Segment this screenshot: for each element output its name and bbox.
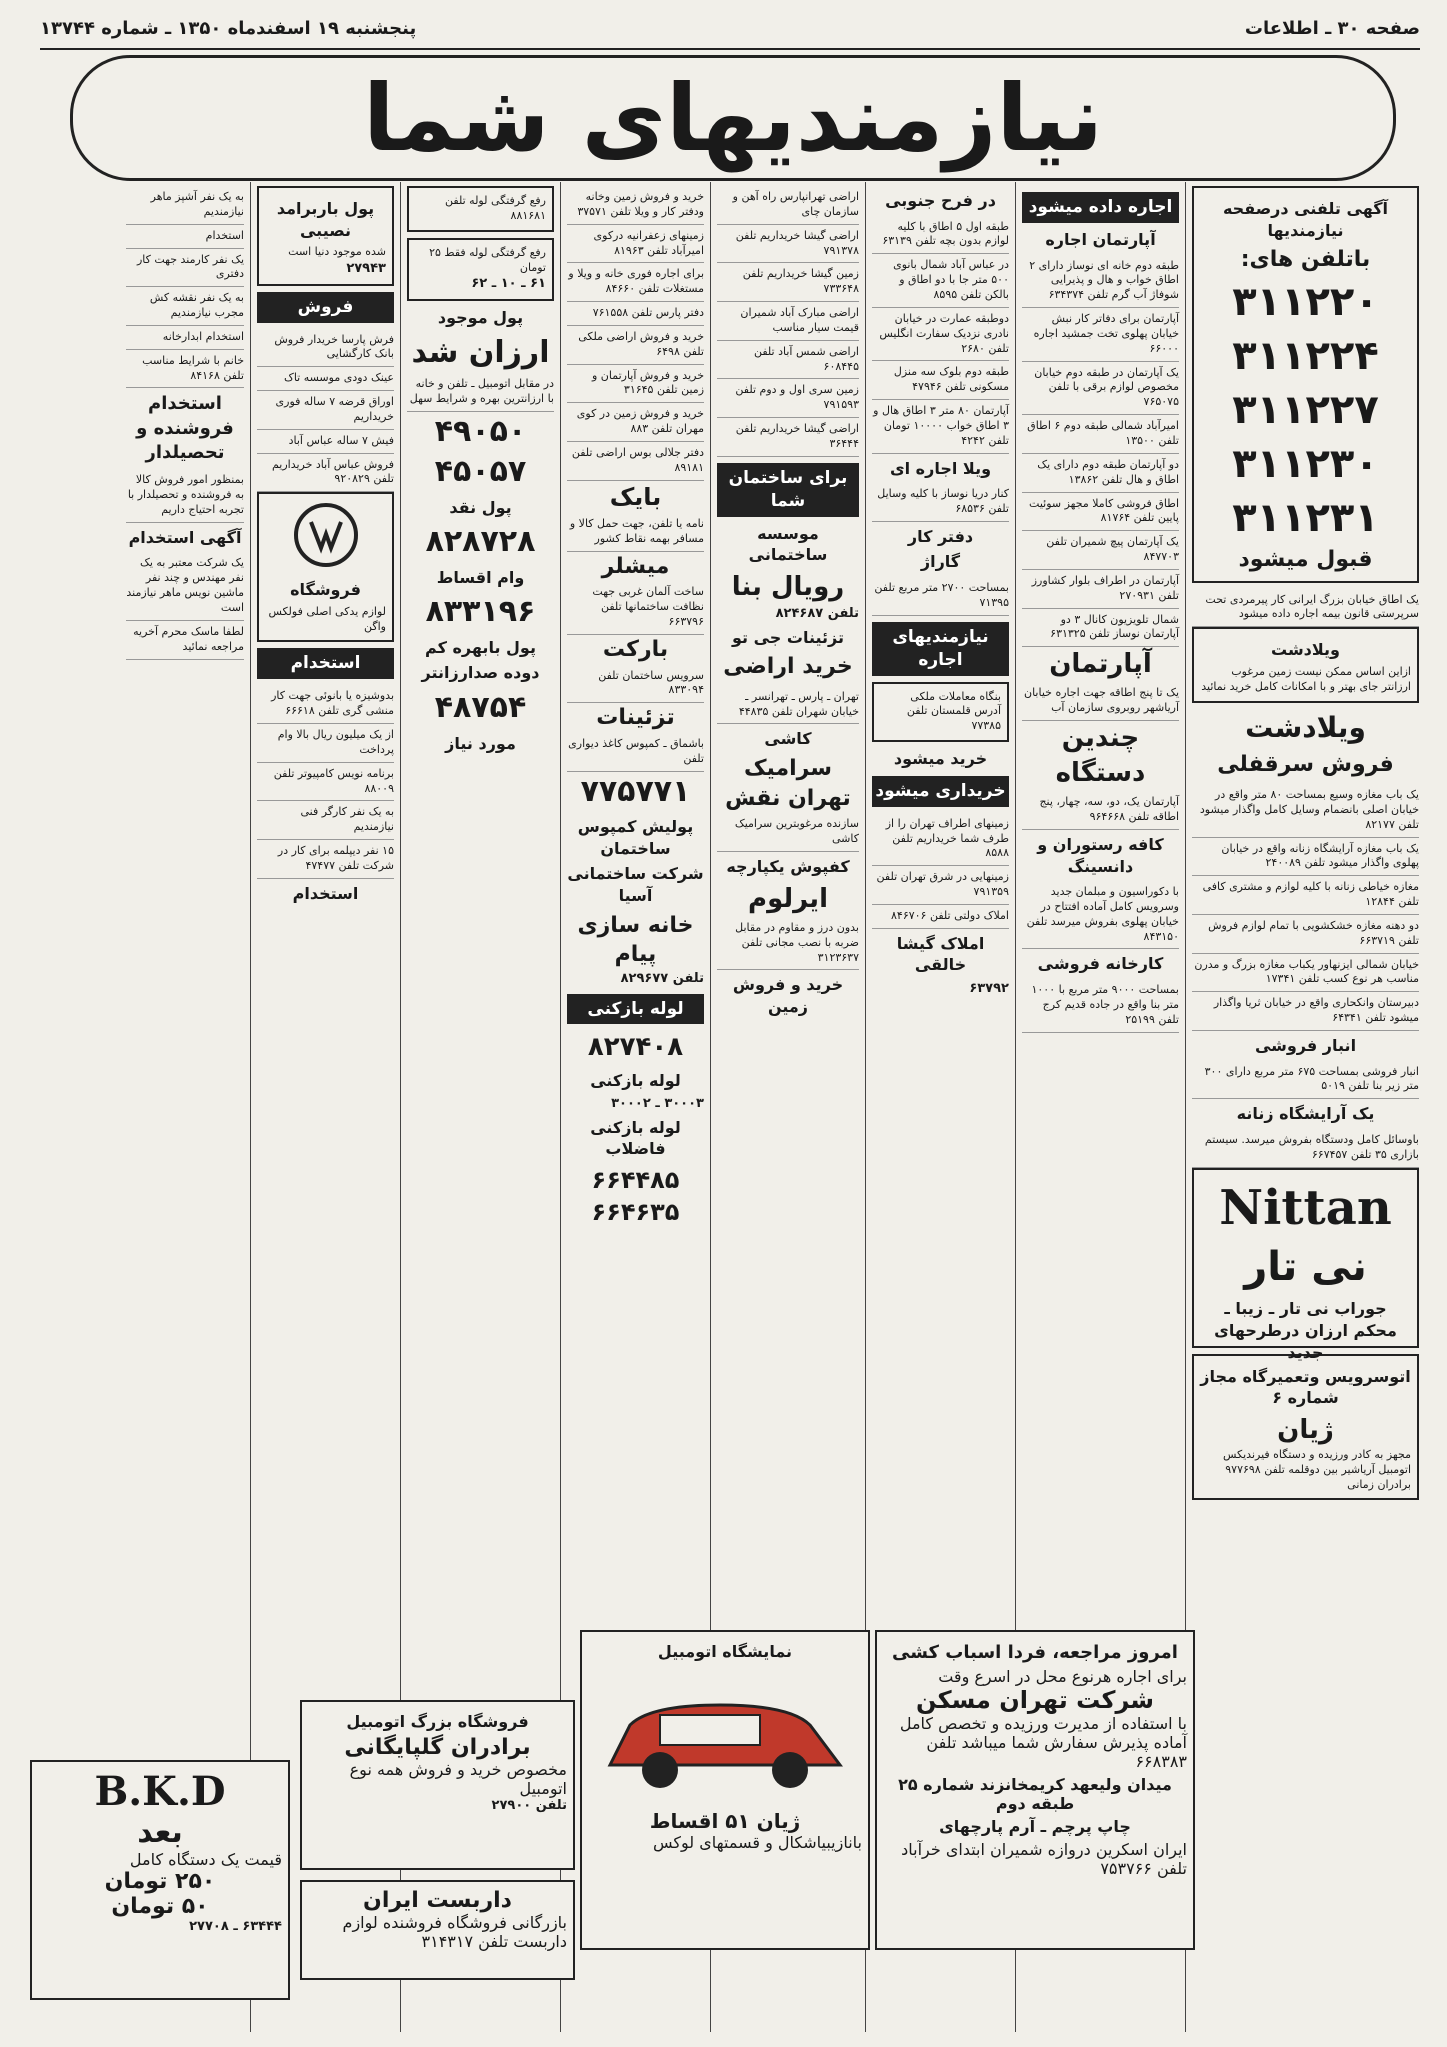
phone-number: ۳۱۱۲۳۰ <box>1232 440 1379 487</box>
stamp-ad <box>872 682 1009 743</box>
factory-text: بمساحت ۹۰۰۰ متر مربع با ۱۰۰۰ متر بنا واقع در جاده قدیم کرج تلفن ۲۵۱۹۹ <box>1022 979 1179 1033</box>
villa-ad <box>1192 627 1419 702</box>
pipe-phone: ۸۲۷۴۰۸ <box>587 1032 684 1063</box>
ad-box <box>257 186 394 286</box>
gulf-ad <box>300 1700 575 1870</box>
list-item: شمال تلویزیون کانال ۳ دو آپارتمان نوساز تلفن ۶۳۱۳۲۵ <box>1022 609 1179 648</box>
decor-text: باشماق ـ کمپوس کاغذ دیواری تلفن <box>567 733 704 772</box>
company-name: شرکت تهران مسکن <box>916 1686 1154 1714</box>
list-item: یک آپارتمان در طبقه دوم خیابان مخصوص لوازم برقی با تلفن ۷۶۵۰۷۵ <box>1022 362 1179 416</box>
big-phone: ۴۸۷۵۴ <box>434 690 527 726</box>
today-text: برای اجاره هرنوع محل در اسرع وقت <box>938 1667 1187 1686</box>
villa-title: ویلا اجاره ای <box>889 458 992 478</box>
list-item: زمین سری اول و دوم تلفن ۷۹۱۵۹۳ <box>717 379 859 418</box>
car-text: بانازیبیاشکال و قسمتهای لوکس <box>652 1833 862 1852</box>
villa-sign: ویلادشت <box>1271 640 1340 660</box>
list-item: طبقه دوم بلوک سه منزل مسکونی تلفن ۴۷۹۴۶ <box>872 361 1009 400</box>
sell-section: فروش <box>257 292 394 323</box>
build-name: رویال بنا <box>731 571 845 602</box>
today-move-ad <box>875 1630 1195 1950</box>
car-dealer-title: نمایشگاه اتومبیل <box>657 1642 793 1661</box>
classifieds-banner <box>70 55 1396 181</box>
land-sale-title: خرید و فروش زمین <box>732 975 844 1016</box>
car-dealer-ad <box>580 1630 870 1950</box>
list-item: زمینهای اطراف تهران را از طرف شما خریداریم تلفن ۸۵۸۸ <box>872 813 1009 867</box>
list-item: اراضی گیشا خریداریم تلفن ۳۶۴۴۴ <box>717 418 859 457</box>
nittan-fa: نی تار <box>1244 1244 1367 1291</box>
vw-ad <box>257 492 394 642</box>
list-item: خرید و فروش زمین در کوی مهران تلفن ۸۸۳ <box>567 403 704 442</box>
ceramic-label: کاشی <box>764 729 812 749</box>
some-text: آپارتمان یک، دو، سه، چهار، پنج اطاقه تلفن ۹۶۴۶۶۸ <box>1022 791 1179 830</box>
gulf-text: مخصوص خرید و فروش همه نوع اتومبیل <box>349 1760 567 1798</box>
list-item: عینک دودی موسسه تاک <box>257 367 394 391</box>
box-text: رفع گرفتگی لوله فقط ۲۵ تومان <box>429 245 546 274</box>
hire-title: استخدام فروشنده و تحصیلدار <box>136 393 234 464</box>
today-title: امروز مراجعه، فردا اسباب کشی <box>892 1642 1178 1663</box>
phone-number: ۳۱۱۲۲۰ <box>1232 278 1379 325</box>
list-item: دوطبقه عمارت در خیابان نادری نزدیک سفارت انگلیس تلفن ۲۶۸۰ <box>872 308 1009 362</box>
list-item: اراضی شمس آباد تلفن ۶۰۸۴۴۵ <box>717 341 859 380</box>
list-item: فروش عباس آباد خریداریم تلفن ۹۲۰۸۲۹ <box>257 454 394 493</box>
phone-number: ۳۱۱۲۲۴ <box>1232 332 1379 379</box>
bkd-ad <box>30 1760 290 2000</box>
baike-text: نامه یا تلفن، جهت حمل کالا و مسافر بهمه نقاط کشور <box>567 513 704 552</box>
big-title: دوده صدارزانتر <box>421 663 540 683</box>
pipe3-title: لوله بازکنی فاضلاب <box>590 1117 681 1159</box>
gulf-title: فروشگاه بزرگ اتومبیل <box>346 1712 529 1731</box>
some-title: چندین دستگاه <box>1055 723 1146 789</box>
nittan-logo: Nittan <box>1219 1179 1392 1236</box>
list-item: دفتر پارس تلفن ۷۶۱۵۵۸ <box>567 302 704 326</box>
store-title: انبار فروشی <box>1254 1035 1357 1055</box>
south-title: در فرح جنوبی <box>885 191 996 210</box>
darbast-text: بازرگانی فروشگاه فروشنده لوازم داربست تلفن ۳۱۴۳۱۷ <box>342 1913 567 1951</box>
vw-text: لوازم یدکی اصلی فولکس واگن <box>268 604 386 633</box>
page-header <box>40 8 1420 50</box>
build-section: برای ساختمان شما <box>717 463 859 517</box>
hire2-text: یک شرکت معتبر به یک نفر مهندس و چند نفر ماشین نویس ماهر نیازمند است <box>126 552 244 620</box>
loan-title: پول موجود <box>437 307 524 327</box>
pipe4-phone: ۶۶۴۶۳۵ <box>591 1198 680 1227</box>
ad-text: یک اطاق خیابان بزرگ ایرانی کار پیرمردی تحت سرپرستی قانون بیمه اجاره داده میشود <box>1192 589 1419 628</box>
list-item: برای اجاره فوری خانه و ویلا و مستغلات تلفن ۸۴۶۶۰ <box>567 263 704 302</box>
ceramic-name: سرامیک تهران نقش <box>725 756 851 811</box>
cheap-text: در مقابل اتومبیل ـ تلفن و خانه با ارزانترین بهره و شرایط سهل <box>407 373 554 412</box>
cheap-phone: ۴۹۰۵۰ <box>434 413 527 449</box>
sale-title: فروش سرقفلی <box>1217 752 1394 778</box>
phones-label: باتلفن های: <box>1240 247 1371 273</box>
list-item: بدوشیزه یا بانوئی جهت کار منشی گری تلفن ۶۶۶۱۸ <box>257 685 394 724</box>
issue-date: پنجشنبه ۱۹ اسفندماه ۱۳۵۰ ـ شماره ۱۳۷۴۴ <box>40 17 417 39</box>
list-item: طبقه اول ۵ اطاق با کلیه لوازم بدون بچه تلفن ۶۳۱۳۹ <box>872 216 1009 255</box>
phone-ad-title: آگهی تلفنی درصفحه نیازمندیها <box>1222 199 1389 240</box>
list-item: به یک نفر کارگر فنی نیازمندیم <box>257 801 394 840</box>
pipe2-title: لوله بازکنی <box>590 1070 681 1090</box>
asia-title: شرکت ساختمانی آسیا <box>567 864 704 905</box>
airlum-text: بدون درز و مقاوم در مقابل ضربه با نصب مجانی تلفن ۳۱۲۳۶۳۷ <box>717 917 859 971</box>
list-item: اوراق قرضه ۷ ساله فوری خریداریم <box>257 391 394 430</box>
ad-box <box>407 186 554 232</box>
cash-title: پول نقد <box>449 497 512 517</box>
list-item: به یک نفر نقشه کش مجرب نیازمندیم <box>126 287 244 326</box>
office-title: دفتر کار <box>907 526 974 546</box>
zuban-name: ژیان <box>1277 1414 1334 1445</box>
company-text: با استفاده از مدیرت ورزیده و تخصص کامل آماده پذیرش سفارش شما میباشد تلفن ۶۶۸۳۸۳ <box>899 1714 1187 1771</box>
bkd-price: ۲۵۰ تومان <box>104 1869 216 1894</box>
vw-logo-icon <box>265 500 386 575</box>
list-item: استخدام ابدارخانه <box>126 326 244 350</box>
list-item: دبیرستان وانکحاری واقع در خیابان ثریا واگذار میشود تلفن ۶۴۳۴۱ <box>1192 992 1419 1031</box>
list-item: طبقه دوم خانه ای نوساز دارای ۲ اطاق خواب و هال و پذیرایی شوفاژ آب گرم تلفن ۶۳۴۳۷۴ <box>1022 255 1179 309</box>
nittan-slogan: جوراب نی تار ـ زیبا ـ محکم ارزان درطرحهای جدید <box>1214 1299 1397 1362</box>
apt-title: آپارتمان اجاره <box>1045 229 1156 249</box>
bkd-price: ۵۰ تومان <box>111 1894 209 1919</box>
vw-title: فروشگاه <box>290 580 361 600</box>
khane-phone: تلفن ۸۲۹۶۷۷ <box>620 970 704 986</box>
villa-text: کنار دریا نوساز با کلیه وسایل تلفن ۶۸۵۳۶ <box>872 483 1009 522</box>
phone-number: ۳۱۱۲۲۷ <box>1232 386 1379 433</box>
phone-number: ۳۱۱۲۳۱ <box>1232 494 1379 541</box>
mischler-text: ساخت آلمان غربی جهت نظافت ساختمانها تلفن ۶۶۳۷۹۶ <box>567 581 704 635</box>
garage-title: گاراژ <box>920 552 961 572</box>
hire2-title: آگهی استخدام <box>128 527 242 547</box>
bank-title: املاک گیشا خالقی <box>896 933 985 975</box>
cheap-title: ارزان شد <box>411 334 550 370</box>
credit-title: وام اقساط <box>436 567 525 587</box>
list-item: برنامه نویس کامپیوتر تلفن ۸۸۰۰۹ <box>257 763 394 802</box>
list-item: دفتر جلالی بوس اراضی تلفن ۸۹۱۸۱ <box>567 442 704 481</box>
hair-text: باوسائل کامل ودستگاه بفروش میرسد. سیستم بازاری ۳۵ تلفن ۶۶۷۴۵۷ <box>1192 1129 1419 1168</box>
stamp-line: بنگاه معاملات ملکی <box>910 689 1001 703</box>
list-item: خرید و فروش آپارتمان و زمین تلفن ۳۱۶۴۵ <box>567 365 704 404</box>
carpet-label: کفپوش یکپارچه <box>726 857 850 877</box>
baike-ad: بایک <box>609 482 662 511</box>
list-item: اراضی گیشا خریداریم تلفن ۷۹۱۳۷۸ <box>717 225 859 264</box>
cafe-title: کافه رستوران و دانسینگ <box>1037 834 1164 876</box>
cash-phone: ۸۲۸۷۲۸ <box>425 524 536 560</box>
store-text: انبار فروشی بمساحت ۶۷۵ متر مربع دارای ۳۰۰ متر زیر بنا تلفن ۵۰۱۹ <box>1192 1061 1419 1100</box>
bank-phone: ۶۳۷۹۲ <box>969 980 1009 996</box>
gulf-name: برادران گلپایگانی <box>344 1735 531 1760</box>
bkd-text: قیمت یک دستگاه کامل <box>129 1850 282 1869</box>
decor-ad: تزئینات <box>596 705 675 731</box>
list-item: در عباس آباد شمال بانوی ۵۰۰ متر جا با دو اطاق و بالکن تلفن ۸۵۹۵ <box>872 254 1009 308</box>
list-item: آپارتمان ۸۰ متر ۳ اطاق هال و ۳ اطاق خواب ۱۰۰۰۰ تومان تلفن ۴۲۴۲ <box>872 400 1009 454</box>
list-item: زمینهای زعفرانیه درکوی امیرآباد تلفن ۸۱۹۶۳ <box>567 225 704 264</box>
ad-box <box>407 238 554 301</box>
zuban-ad <box>1192 1354 1419 1501</box>
rent-needs-section: نیازمندیهای اجاره <box>872 622 1009 676</box>
buy-land-title: خرید اراضی <box>723 654 853 680</box>
list-item: اطاق فروشی کاملا مجهز سوئیت پایین تلفن ۸۱۷۶۴ <box>1022 493 1179 532</box>
poly-title: پولیش کمپوس ساختمان <box>577 817 694 858</box>
list-item: از یک میلیون ریال بالا وام پرداخت <box>257 724 394 763</box>
list-item: خیابان شمالی ایزنهاور یکباب مغازه بزرگ و مدرن مناسب هر نوع کسب تلفن ۱۷۳۴۱ <box>1192 954 1419 993</box>
car-model: ژیان ۵۱ اقساط <box>649 1809 801 1833</box>
build-phone: تلفن ۸۲۴۶۸۷ <box>775 605 859 621</box>
pipe3-phone: ۶۶۴۴۸۵ <box>591 1165 680 1194</box>
need-title: مورد نیاز <box>445 733 516 753</box>
cafe-text: با دکوراسیون و مبلمان جدید وسرویس کامل آماده افتتاح در خیابان پهلوی بفروش میرسد تلفن ۸۴۳۱۵۰ <box>1022 881 1179 949</box>
darbast-name: داربست ایران <box>363 1888 512 1913</box>
list-item: یک نفر کارمند جهت کار دفتری <box>126 249 244 288</box>
villa-section-title: ویلادشت <box>1245 710 1366 744</box>
employ-title: استخدام <box>292 883 359 903</box>
list-item: خانم با شرایط مناسب تلفن ۸۴۱۶۸ <box>126 350 244 389</box>
page-number: صفحه ۳۰ ـ اطلاعات <box>1244 17 1420 39</box>
list-item: یک آپارتمان پیچ شمیران تلفن ۸۴۷۷۰۳ <box>1022 531 1179 570</box>
gulf-phone: تلفن ۲۷۹۰۰ <box>491 1798 567 1813</box>
decor-phone: ۷۷۵۷۷۱ <box>580 773 691 809</box>
list-item: زمینهایی در شرق تهران تلفن ۷۹۱۳۵۹ <box>872 866 1009 905</box>
zuban-text: مجهز به کادر ورزیده و دستگاه فیرندیکس اتومبیل آریاشیر بین دوقلمه تلفن ۹۷۷۶۹۸ برادران زمانی <box>1223 1447 1411 1491</box>
list-item: دو دهنه مغازه خشکشویی با تمام لوازم فروش تلفن ۶۶۳۷۱۹ <box>1192 915 1419 954</box>
list-item: امیرآباد شمالی طبقه دوم ۶ اطاق تلفن ۱۳۵۰۰ <box>1022 415 1179 454</box>
hair-title: یک آرایشگاه زنانه <box>1236 1104 1375 1124</box>
ad1-phone: ۲۷۹۴۳ <box>346 261 386 277</box>
pipe-section: لوله بازکنی <box>567 994 704 1025</box>
car-icon <box>588 1665 862 1805</box>
list-item: آپارتمان در اطراف بلوار کشاورز تلفن ۲۷۰۹۳۱ <box>1022 570 1179 609</box>
list-item: یک باب مغازه آرایشگاه زنانه واقع در خیابان پهلوی واگذار میشود تلفن ۲۴۰۰۸۹ <box>1192 838 1419 877</box>
garage-text: بمساحت ۲۷۰۰ متر مربع تلفن ۷۱۳۹۵ <box>872 577 1009 616</box>
list-item: ۱۵ نفر دیپلمه برای کار در شرکت تلفن ۴۷۴۷۷ <box>257 840 394 879</box>
bkd-fa: بعد <box>137 1815 183 1850</box>
company-address: میدان ولیعهد کریمخانزند شماره ۲۵ طبقه دوم <box>898 1775 1172 1813</box>
build-company: موسسه ساختمانی <box>748 523 828 565</box>
list-item: فیش ۷ ساله عباس آباد <box>257 430 394 454</box>
list-item: اراضی تهرانپارس راه آهن و سازمان چای <box>717 186 859 225</box>
print-title: چاپ پرچم ـ آرم پارچهای <box>939 1817 1131 1836</box>
list-item: آپارتمان برای دفاتر کار نبش خیابان پهلوی تخت جمشید اجاره ۶۶۰۰۰ <box>1022 308 1179 362</box>
decor-title: تزئینات جی تو <box>731 627 844 647</box>
airlum-name: ایرلوم <box>748 883 828 914</box>
mischler-ad: میشلر <box>601 553 670 579</box>
khane-title: خانه سازی پیام <box>577 912 694 968</box>
list-item: زمین گیشا خریداریم تلفن ۷۳۳۶۴۸ <box>717 263 859 302</box>
list-item: فرش پارسا خریدار فروش بانک کارگشایی <box>257 329 394 368</box>
stamp-text: لطفا ماسک محرم آخریه مراجعه نمائید <box>126 621 244 660</box>
factory-title: کارخانه فروشی <box>1037 954 1164 974</box>
loan2-title: پول بابهره کم <box>425 637 536 657</box>
bkd-logo: B.K.D <box>94 1768 226 1815</box>
ceramic-text: سازنده مرغوبترین سرامیک کاشی <box>717 813 859 852</box>
buy-land-text: تهران ـ پارس ـ تهرانسر ـ خیابان شهران تلفن ۴۴۸۳۵ <box>717 686 859 725</box>
rent-section: اجاره داده میشود <box>1022 192 1179 223</box>
bkd-phone: ۶۳۴۴۴ ـ ۲۷۷۰۸ <box>189 1919 282 1934</box>
stamp-line: آدرس قلمستان تلفن ۷۷۳۸۵ <box>906 704 1001 733</box>
zuban-title: اتوسرویس وتعمیرگاه مجاز شماره ۶ <box>1200 1366 1411 1408</box>
banner-title: نیازمندیهای شما <box>362 64 1104 172</box>
column-8 <box>120 182 250 2032</box>
hire-text: بمنظور امور فروش کالا به فروشنده و تحصیلدار با تجربه احتیاج داریم <box>126 469 244 523</box>
box-phone: ۶۱ ـ ۱۰ ـ ۶۲ <box>471 276 546 292</box>
list-item: اراضی مبارک آباد شمیران قیمت سیار مناسب <box>717 302 859 341</box>
hire-section: استخدام <box>257 648 394 679</box>
rent-room-text: یک تا پنج اطاقه جهت اجاره خیابان آریاشهر روبروی سازمان آب <box>1022 682 1179 721</box>
list-item: خرید و فروش زمین وخانه ودفتر کار و ویلا تلفن ۳۷۵۷۱ <box>567 186 704 225</box>
phone-ad <box>1192 186 1419 583</box>
accepted-label: قبول میشود <box>1238 546 1373 572</box>
sale-text: یک باب مغازه وسیع بمساحت ۸۰ متر واقع در خیابان اصلی بانضمام وسایل کامل واگذار میشود تلفن ۸۲۱۷۷ <box>1192 784 1419 838</box>
box-text: رفع گرفتگی لوله تلفن ۸۸۱۶۸۱ <box>445 194 546 222</box>
villa-text: ازاین اساس ممکن نیست زمین مرغوب ارزانتر جای بهتر و با امکانات کامل خرید نمائید <box>1201 664 1411 693</box>
list-item: املاک دولتی تلفن ۸۴۶۷۰۶ <box>872 905 1009 929</box>
list-item: استخدام <box>126 225 244 249</box>
buyer-section: خریداری میشود <box>872 776 1009 807</box>
apartment-title: آپارتمان <box>1049 649 1152 680</box>
bw-text: سرویس ساختمان تلفن ۸۳۳۰۹۴ <box>567 665 704 704</box>
list-item: خرید و فروش اراضی ملکی تلفن ۶۴۹۸ <box>567 326 704 365</box>
buy-title: خرید میشود <box>893 749 988 769</box>
list-item: دو آپارتمان طبقه دوم دارای یک اطاق و هال تلفن ۱۳۸۶۲ <box>1022 454 1179 493</box>
ad1-text: شده موجود دنیا است <box>288 245 386 259</box>
credit-phone: ۸۳۳۱۹۶ <box>425 594 536 630</box>
pipe2-phone: ۳۰۰۰۳ ـ ۳۰۰۰۲ <box>611 1096 704 1112</box>
bw-ad: بارکت <box>602 636 669 662</box>
list-item: مغازه خیاطی زنانه با کلیه لوازم و مشتری کافی تلفن ۱۲۸۴۴ <box>1192 876 1419 915</box>
cheap-phone: ۴۵۰۵۷ <box>434 454 527 490</box>
nittan-ad <box>1192 1168 1419 1362</box>
darbast-ad <box>300 1880 575 1980</box>
print-text: ایران اسکرین دروازه شمیران ابتدای خرآباد تلفن ۷۵۳۷۶۶ <box>901 1840 1187 1878</box>
column-1 <box>1185 182 1425 2032</box>
list-item: به یک نفر آشپز ماهر نیازمندیم <box>126 186 244 225</box>
ad1-title: پول باربرامد نصیبی <box>276 199 375 240</box>
